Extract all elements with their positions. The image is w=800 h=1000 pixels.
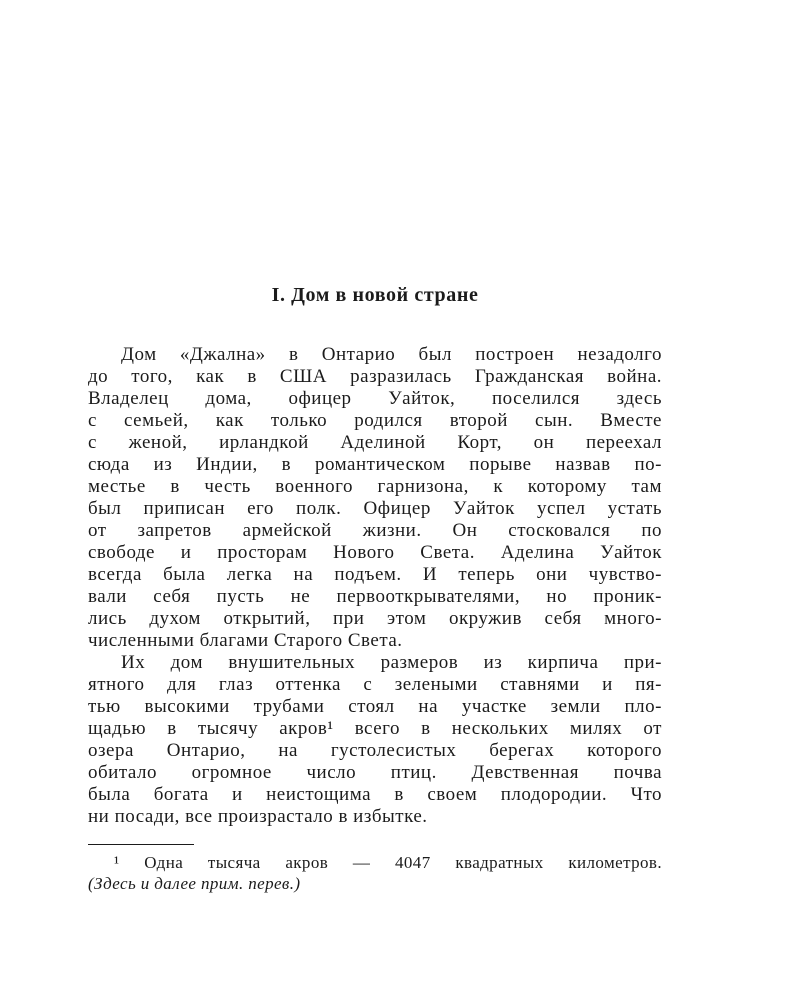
text-line: свободе и просторам Нового Света. Аделина Уайток	[88, 542, 662, 563]
text-line: озера Онтарио, на густолесистых берегах которого	[88, 740, 662, 761]
paragraph-2	[88, 652, 662, 828]
text-line: Их дом внушительных размеров из кирпича при-	[121, 652, 662, 673]
text-line: вали себя пусть не первооткрывателями, но проник-	[88, 586, 662, 607]
footnote	[88, 844, 662, 894]
text-line: ни посади, все произрастало в избытке.	[88, 806, 428, 827]
text-line: щадью в тысячу акров¹ всего в нескольких милях от	[88, 718, 662, 739]
text-line: от запретов армейской жизни. Он стосковался по	[88, 520, 662, 541]
text-line: была богата и неистощима в своем плодородии. Что	[88, 784, 662, 805]
footnote-line-1: ¹ Одна тысяча акров — 4047 квадратных километров.	[114, 853, 662, 872]
text-line: обитало огромное число птиц. Девственная почва	[88, 762, 662, 783]
chapter-title: I. Дом в новой стране	[271, 284, 479, 306]
footnote-rule	[88, 844, 194, 845]
text-line: с семьей, как только родился второй сын. Вместе	[88, 410, 662, 431]
text-line: местье в честь военного гарнизона, к которому там	[88, 476, 662, 497]
text-line: всегда была легка на подъем. И теперь они чувство-	[88, 564, 662, 585]
text-line: Владелец дома, офицер Уайток, поселился здесь	[88, 388, 662, 409]
text-line: ятного для глаз оттенка с зелеными ставнями и пя-	[88, 674, 662, 695]
paragraph-1	[88, 344, 662, 652]
text-line: с женой, ирландкой Аделиной Корт, он переехал	[88, 432, 662, 453]
text-line: до того, как в США разразилась Гражданская война.	[88, 366, 662, 387]
footnote-line-2: (Здесь и далее прим. перев.)	[88, 874, 301, 893]
text-line: был приписан его полк. Офицер Уайток успел устать	[88, 498, 662, 519]
text-line: лись духом открытий, при этом окружив себя много-	[88, 608, 662, 629]
text-line: тью высокими трубами стоял на участке земли пло-	[88, 696, 662, 717]
text-line: численными благами Старого Света.	[88, 630, 403, 651]
text-line: Дом «Джална» в Онтарио был построен незадолго	[121, 344, 662, 365]
text-line: сюда из Индии, в романтическом порыве назвав по-	[88, 454, 662, 475]
